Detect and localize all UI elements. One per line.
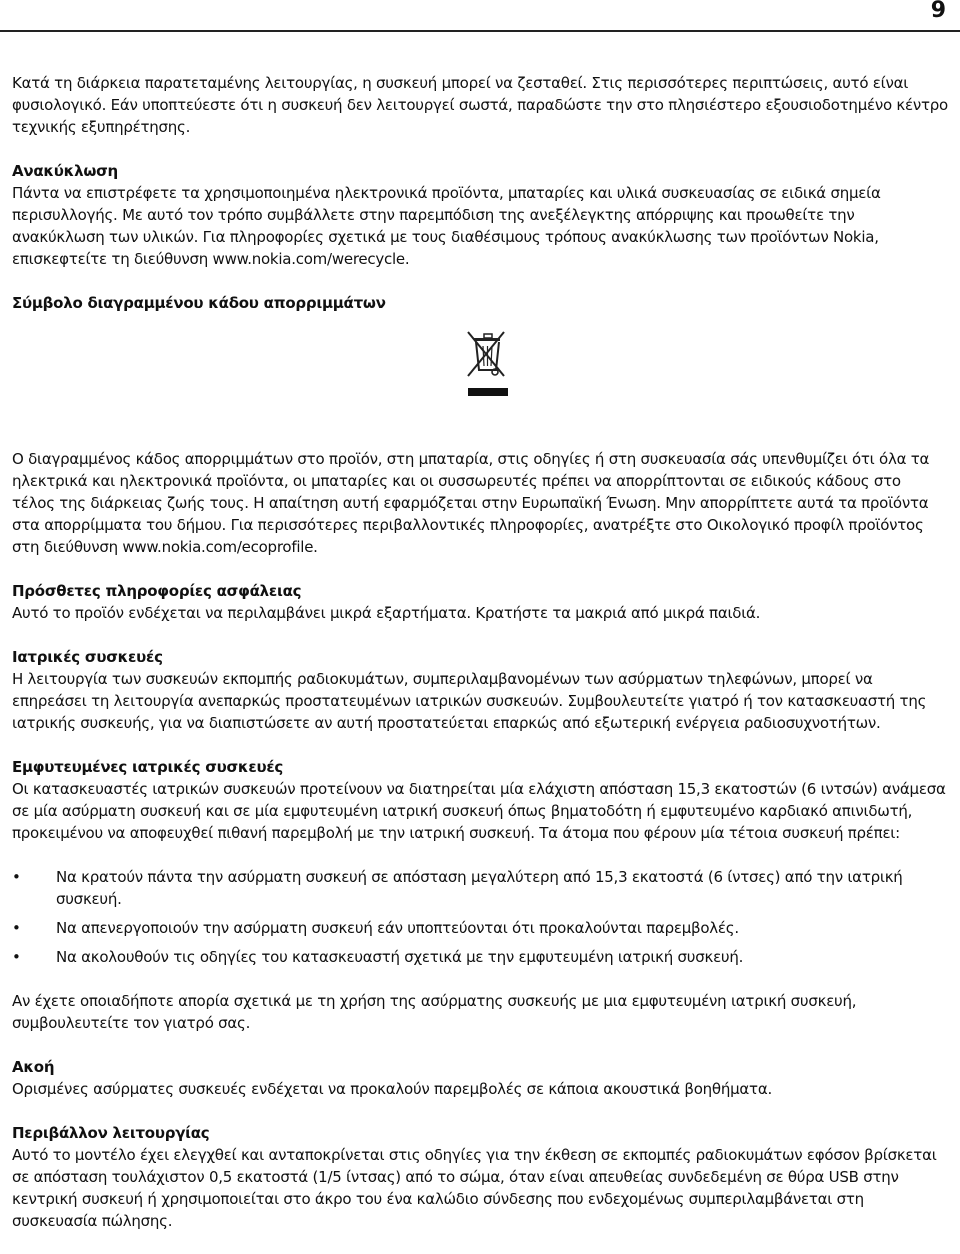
safety-paragraph: Αυτό το προϊόν ενδέχεται να περιλαμβάνει μικρά εξαρτήματα. Κρατήστε τα μακριά από μικρά παιδιά. bbox=[12, 604, 761, 622]
recycling-paragraph: Πάντα να επιστρέφετε τα χρησιμοποιημένα ηλεκτρονικά προϊόντα, μπαταρίες και υλικά συσκευασίας σε ειδικά σημεία περισυλλογής. Με αυτό τον τρόπο συμβάλλετε στην παρεμπόδιση της ανεξέλεγκτης απόρριψης και προωθείτε την ανακύκλωση των υλικών. Για πληροφορίες σχετικά με τους διαθέσιμους τρόπους ανακύκλωσης των προϊόντων Nokia, επισκεφτείτε τη διεύθυνση www.nokia.com/werecycle. bbox=[12, 184, 881, 268]
recycling-section bbox=[12, 160, 948, 270]
intro-paragraph: Κατά τη διάρκεια παρατεταμένης λειτουργίας, η συσκευή μπορεί να ζεσταθεί. Στις περισσότερες περιπτώσεις, αυτό είναι φυσιολογικό. Εάν υποπτεύεστε ότι η συσκευή δεν λειτουργεί σωστά, παραδώστε την στο πλησιέστερο εξουσιοδοτημένο κέντρο τεχνικής εξυπηρέτησης. bbox=[12, 74, 948, 136]
bullet-icon: • bbox=[12, 868, 21, 886]
list-item bbox=[12, 946, 948, 968]
bin-symbol-section bbox=[12, 292, 948, 558]
implanted-closing-paragraph: Αν έχετε οποιαδήποτε απορία σχετικά με τη χρήση της ασύρματης συσκευής με μια εμφυτευμένη ιατρική συσκευή, συμβουλευτείτε τον γιατρό σας. bbox=[12, 992, 857, 1032]
recycling-heading: Ανακύκλωση bbox=[12, 162, 118, 180]
list-item bbox=[12, 866, 948, 910]
implanted-bullet-list bbox=[12, 866, 948, 968]
bin-symbol-paragraph: Ο διαγραμμένος κάδος απορριμμάτων στο προϊόν, στη μπαταρία, στις οδηγίες ή στη συσκευασία σάς υπενθυμίζει ότι όλα τα ηλεκτρικά και ηλεκτρονικά προϊόντα, οι μπαταρίες και οι συσσωρευτές πρέπει να απορρίπτονται σε ειδικούς κάδους στο τέλος της διάρκειας ζωής τους. Η απαίτηση αυτή εφαρμόζεται στην Ευρωπαϊκή Ένωση. Μην απορρίπτετε αυτά τα προϊόντα στα απορρίμματα του δήμου. Για περισσότερες περιβαλλοντικές πληροφορίες, ανατρέξτε στο Οικολογικό προφίλ προϊόντος στη διεύθυνση www.nokia.com/ecoprofile. bbox=[12, 450, 930, 556]
list-item-text: Να απενεργοποιούν την ασύρματη συσκευή εάν υποπτεύονται ότι προκαλούνται παρεμβολές. bbox=[56, 919, 739, 937]
intro-section bbox=[12, 72, 948, 138]
bullet-icon: • bbox=[12, 948, 21, 966]
document-body bbox=[12, 72, 948, 1254]
implanted-paragraph: Οι κατασκευαστές ιατρικών συσκευών προτείνουν να διατηρείται μία ελάχιστη απόσταση 15,3 εκατοστών (6 ιντσών) ανάμεσα σε μία ασύρματη συσκευή και σε μία εμφυτευμένη ιατρική συσκευή όπως βηματοδότη ή εμφυτευμένο καρδιακό απινιδωτή, προκειμένου να αποφευχθεί πιθανή παρεμβολή με την ιατρική συσκευή. Τα άτομα που φέρουν μία τέτοια συσκευή πρέπει: bbox=[12, 780, 946, 842]
medical-heading: Ιατρικές συσκευές bbox=[12, 648, 163, 666]
hearing-section bbox=[12, 1056, 948, 1100]
environment-section bbox=[12, 1122, 948, 1232]
environment-heading: Περιβάλλον λειτουργίας bbox=[12, 1124, 210, 1142]
header-rule bbox=[0, 30, 960, 32]
bin-symbol-figure bbox=[12, 328, 948, 418]
safety-section bbox=[12, 580, 948, 624]
list-item-text: Να ακολουθούν τις οδηγίες του κατασκευαστή σχετικά με την εμφυτευμένη ιατρική συσκευή. bbox=[56, 948, 744, 966]
bullet-icon: • bbox=[12, 919, 21, 937]
implanted-heading: Εμφυτευμένες ιατρικές συσκευές bbox=[12, 758, 284, 776]
implanted-section bbox=[12, 756, 948, 1034]
crossed-out-wheelie-bin-icon bbox=[458, 328, 522, 400]
list-item bbox=[12, 917, 948, 939]
medical-section bbox=[12, 646, 948, 734]
hearing-heading: Ακοή bbox=[12, 1058, 55, 1076]
spacer bbox=[12, 844, 948, 866]
bin-symbol-heading: Σύμβολο διαγραμμένου κάδου απορριμμάτων bbox=[12, 294, 386, 312]
medical-paragraph: Η λειτουργία των συσκευών εκπομπής ραδιοκυμάτων, συμπεριλαμβανομένων των ασύρματων τηλεφώνων, μπορεί να επηρεάσει τη λειτουργία ανεπαρκώς προστατευμένων ιατρικών συσκευών. Συμβουλευτείτε γιατρό ή τον κατασκευαστή της ιατρικής συσκευής, για να διαπιστώσετε αν αυτή προστατεύεται επαρκώς από εξωτερική ενέργεια ραδιοσυχνοτήτων. bbox=[12, 670, 927, 732]
hearing-paragraph: Ορισμένες ασύρματες συσκευές ενδέχεται να προκαλούν παρεμβολές σε κάποια ακουστικά βοηθήματα. bbox=[12, 1080, 772, 1098]
environment-paragraph: Αυτό το μοντέλο έχει ελεγχθεί και ανταποκρίνεται στις οδηγίες για την έκθεση σε εκπομπές ραδιοκυμάτων εφόσον βρίσκεται σε απόσταση τουλάχιστον 0,5 εκατοστά (1/5 ίντσας) από το σώμα, όταν είναι απευθείας συνδεδεμένη σε θύρα USB στην κεντρική συσκευή ή χρησιμοποιείται στο άκρο του ένα καλώδιο σύνδεσης που ενδεχομένως συμπεριλαμβάνεται στη συσκευασία πώλησης. bbox=[12, 1146, 937, 1230]
page-number: 9 bbox=[930, 0, 946, 23]
list-item-text: Να κρατούν πάντα την ασύρματη συσκευή σε απόσταση μεγαλύτερη από 15,3 εκατοστά (6 ίντσες) από την ιατρική συσκευή. bbox=[56, 868, 903, 908]
safety-heading: Πρόσθετες πληροφορίες ασφάλειας bbox=[12, 582, 302, 600]
